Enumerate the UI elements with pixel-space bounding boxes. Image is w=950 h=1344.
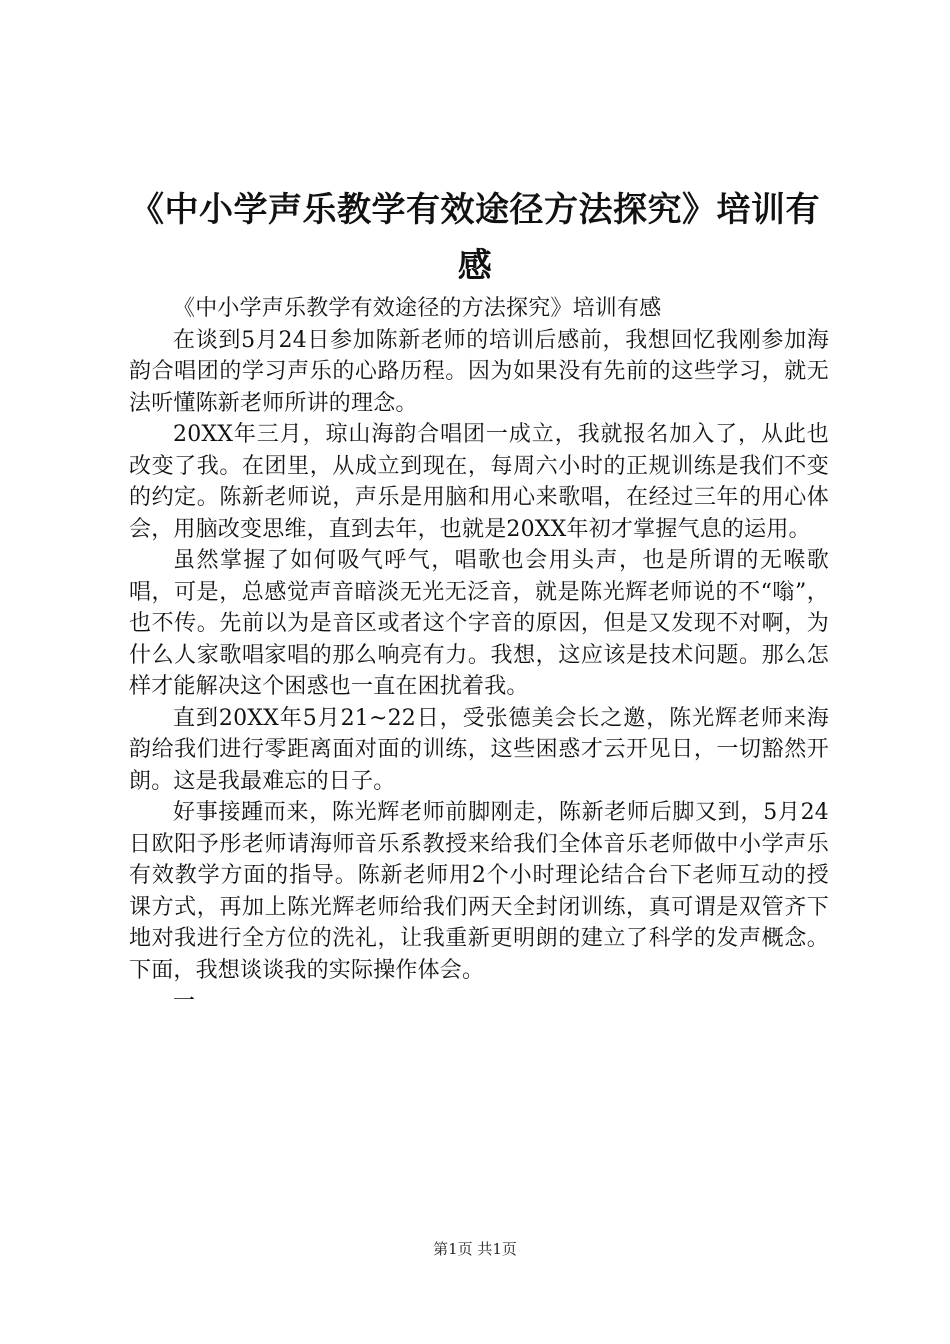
- paragraph: 20XX年三月，琼山海韵合唱团一成立，我就报名加入了，从此也改变了我。在团里，从成立到现在，每周六小时的正规训练是我们不变的约定。陈新老师说，声乐是用脑和用心来歌唱，在经过三年的用心体会，用脑改变思维，直到去年，也就是20XX年初才掌握气息的运用。: [129, 422, 829, 542]
- paragraph-section-marker: 一: [173, 989, 196, 1014]
- document-body: [129, 293, 829, 1018]
- document-title: 《中小学声乐教学有效途径方法探究》培训有感: [130, 190, 820, 286]
- page-footer: 第1页 共1页: [433, 1240, 517, 1258]
- paragraph: 直到20XX年5月21~22日，受张德美会长之邀，陈光辉老师来海韵给我们进行零距离面对面的训练，这些困惑才云开见日，一切豁然开朗。这是我最难忘的日子。: [129, 705, 829, 794]
- paragraph: 在谈到5月24日参加陈新老师的培训后感前，我想回忆我刚参加海韵合唱团的学习声乐的心路历程。因为如果没有先前的这些学习，就无法听懂陈新老师所讲的理念。: [129, 327, 829, 416]
- paragraph-subtitle: 《中小学声乐教学有效途径的方法探究》培训有感: [173, 296, 662, 321]
- paragraph: 虽然掌握了如何吸气呼气，唱歌也会用头声，也是所谓的无喉歌唱，可是，总感觉声音暗淡无光无泛音，就是陈光辉老师说的不“嗡”，也不传。先前以为是音区或者这个字音的原因，但是又发现不对啊，为什么人家歌唱家唱的那么响亮有力。我想，这应该是技术问题。那么怎样才能解决这个困惑也一直在困扰着我。: [129, 548, 829, 699]
- paragraph: 好事接踵而来，陈光辉老师前脚刚走，陈新老师后脚又到，5月24日欧阳予彤老师请海师音乐系教授来给我们全体音乐老师做中小学声乐有效教学方面的指导。陈新老师用2个小时理论结合台下老师互动的授课方式，再加上陈光辉老师给我们两天全封闭训练，真可谓是双管齐下地对我进行全方位的洗礼，让我重新更明朗的建立了科学的发声概念。下面，我想谈谈我的实际操作体会。: [129, 800, 829, 983]
